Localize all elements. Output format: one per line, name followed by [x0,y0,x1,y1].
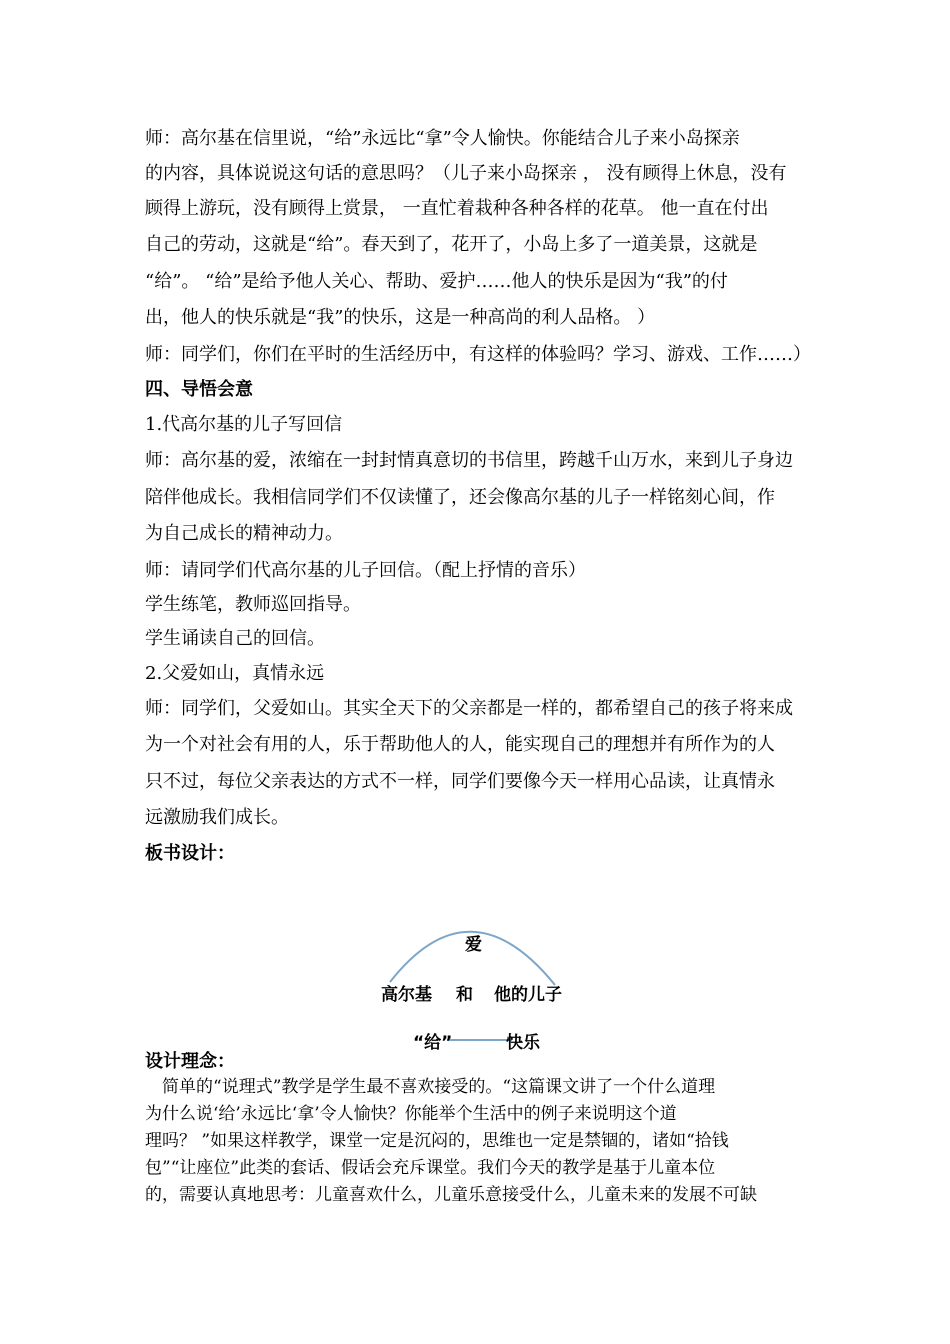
design-text-line: 的，需要认真地思考：儿童喜欢什么，儿童乐意接受什么，儿童未来的发展不可缺 [145,1185,757,1205]
para6: 学生诵读自己的回信。 [145,628,325,649]
design-text-line: 为什么说‘给’永远比‘拿’令人愉快？你能举个生活中的例子来说明这个道 [145,1104,677,1124]
para4: 师：请同学们代高尔基的儿子回信。（配上抒情的音乐） [145,560,586,581]
design-text-line: 简单的“说理式”教学是学生最不喜欢接受的。“这篇课文讲了一个什么道理 [145,1077,716,1097]
para1-line: 顾得上游玩，没有顾得上赏景， 一直忙着栽种各种各样的花草。 他一直在付出 [145,198,769,219]
design-text-line: 理吗？ ”如果这样教学，课堂一定是沉闷的，思维也一定是禁锢的，诸如“拾钱 [145,1131,729,1151]
para2: 师：同学们，你们在平时的生活经历中，有这样的体验吗？学习、游戏、工作……） [145,344,811,365]
board-right-label: 他的儿子 [494,985,562,1005]
board-top-label: 爱 [465,935,482,955]
para7-line: 师：同学们，父爱如山。其实全天下的父亲都是一样的，都希望自己的孩子将来成 [145,698,793,719]
para7-line: 为一个对社会有用的人，乐于帮助他人的人，能实现自己的理想并有所作为的人 [145,734,775,755]
para3-line: 陪伴他成长。我相信同学们不仅读懂了，还会像高尔基的儿子一样铭刻心间，作 [145,487,775,508]
para1-line: 自己的劳动，这就是“给”。春天到了，花开了，小岛上多了一道美景，这就是 [145,234,758,255]
para1-line: 出，他人的快乐就是“我”的快乐，这是一种高尚的利人品格。 ） [145,307,656,328]
para7-line: 只不过，每位父亲表达的方式不一样，同学们要像今天一样用心品读，让真情永 [145,771,775,792]
para7-line: 远激励我们成长。 [145,807,289,828]
board-bottom-right-label: 快乐 [506,1033,540,1053]
para3-line: 为自己成长的精神动力。 [145,523,343,544]
board-bottom-left-label: “给” [413,1033,453,1053]
board-left-label: 高尔基 [381,985,432,1005]
sub1-heading: 1.代高尔基的儿子写回信 [145,414,343,435]
design-text-line: 包”“让座位”此类的套话、假话会充斥课堂。我们今天的教学是基于儿童本位 [145,1158,716,1178]
para5: 学生练笔，教师巡回指导。 [145,594,361,615]
section4-heading: 四、导悟会意 [145,379,253,400]
para1-line: “给”。 “给”是给予他人关心、帮助、爱护……他人的快乐是因为“我”的付 [145,271,728,292]
para1-line: 的内容，具体说说这句话的意思吗？（儿子来小岛探亲 ， 没有顾得上休息，没有 [145,163,787,184]
board-heading: 板书设计： [145,843,235,864]
board-middle-label: 和 [456,985,473,1005]
para3-line: 师：高尔基的爱，浓缩在一封封情真意切的书信里，跨越千山万水，来到儿子身边 [145,450,793,471]
para1-line: 师：高尔基在信里说，“给”永远比“拿”令人愉快。你能结合儿子来小岛探亲 [145,128,740,149]
design-heading: 设计理念： [145,1051,235,1072]
sub2-heading: 2.父爱如山，真情永远 [145,663,325,684]
